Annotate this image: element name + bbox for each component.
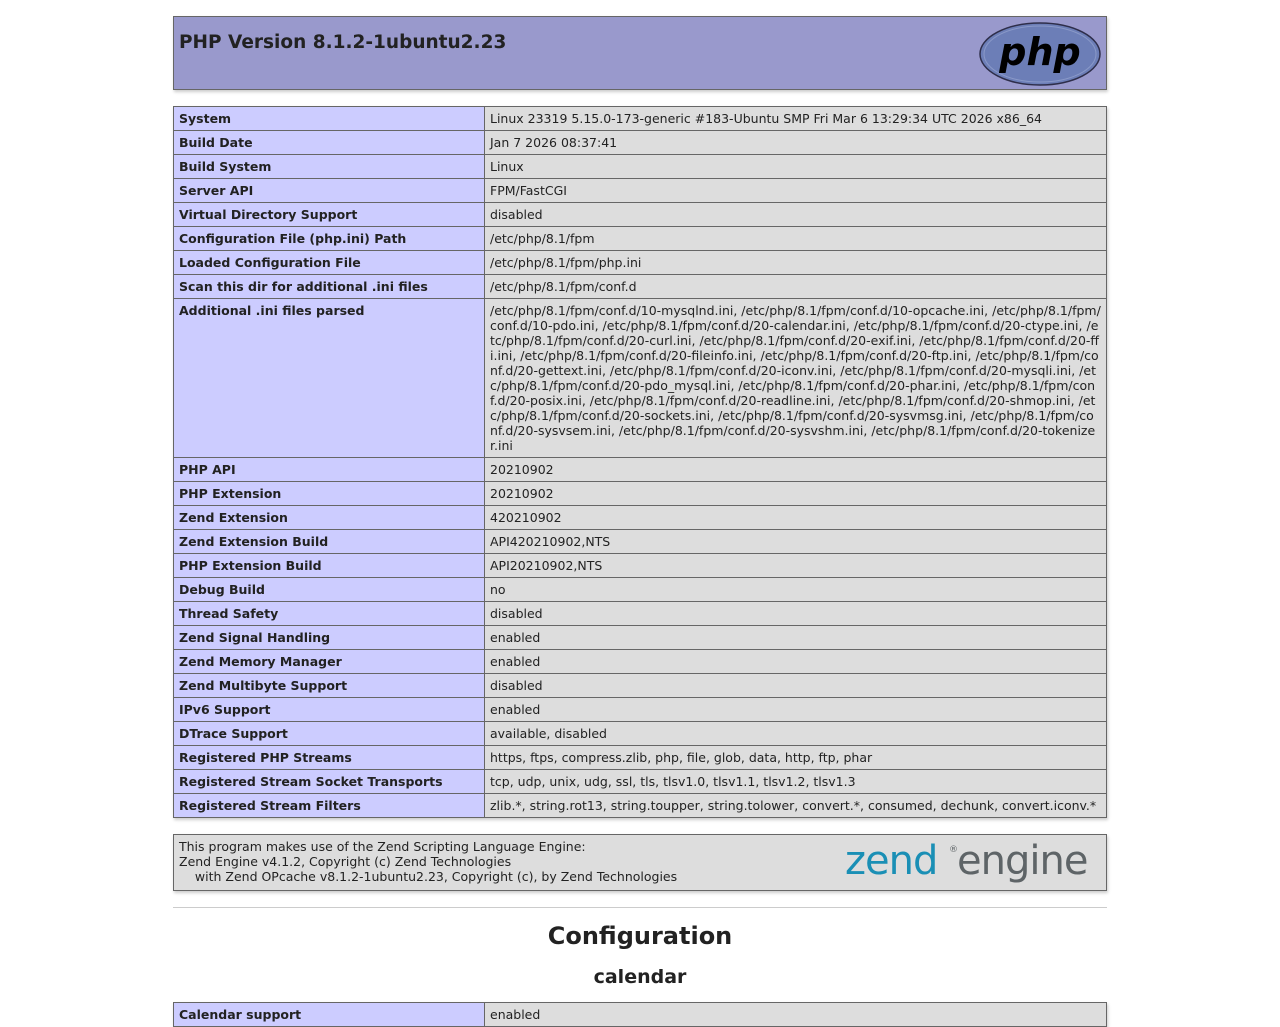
phpinfo-page	[173, 0, 1107, 1027]
info-value: zlib.*, string.rot13, string.toupper, string.tolower, convert.*, consumed, dechunk, convert.iconv.*	[485, 794, 1107, 818]
info-value: 20210902	[485, 482, 1107, 506]
info-row	[174, 674, 1107, 698]
info-row	[174, 482, 1107, 506]
info-key: Calendar support	[174, 1003, 485, 1027]
info-row	[174, 650, 1107, 674]
info-row	[174, 251, 1107, 275]
info-value: Jan 7 2026 08:37:41	[485, 131, 1107, 155]
info-value: enabled	[485, 626, 1107, 650]
info-key: Loaded Configuration File	[174, 251, 485, 275]
info-key: Registered Stream Filters	[174, 794, 485, 818]
engine-logo-text: engine	[957, 838, 1088, 884]
info-row	[174, 203, 1107, 227]
info-row	[174, 107, 1107, 131]
zend-line-2: Zend Engine v4.1.2, Copyright (c) Zend Technologies	[179, 854, 512, 869]
info-key: PHP Extension	[174, 482, 485, 506]
php-logo-text: php	[999, 30, 1081, 74]
info-value: API420210902,NTS	[485, 530, 1107, 554]
info-value: /etc/php/8.1/fpm/php.ini	[485, 251, 1107, 275]
info-value: 20210902	[485, 458, 1107, 482]
info-key: Zend Extension Build	[174, 530, 485, 554]
info-key: Build System	[174, 155, 485, 179]
info-key: Additional .ini files parsed	[174, 299, 485, 458]
info-row	[174, 506, 1107, 530]
info-key: Registered Stream Socket Transports	[174, 770, 485, 794]
info-key: Server API	[174, 179, 485, 203]
info-value: disabled	[485, 203, 1107, 227]
calendar-heading: calendar	[593, 966, 687, 988]
info-value: Linux	[485, 155, 1107, 179]
info-row	[174, 746, 1107, 770]
calendar-table	[173, 1002, 1107, 1027]
page-title: PHP Version 8.1.2-1ubuntu2.23	[179, 32, 507, 53]
info-value: FPM/FastCGI	[485, 179, 1107, 203]
config-row	[174, 1003, 1107, 1027]
info-value: disabled	[485, 602, 1107, 626]
zend-logo-text: zend	[845, 838, 938, 884]
info-value: /etc/php/8.1/fpm	[485, 227, 1107, 251]
zend-engine-box	[173, 834, 1107, 891]
info-value: tcp, udp, unix, udg, ssl, tls, tlsv1.0, tlsv1.1, tlsv1.2, tlsv1.3	[485, 770, 1107, 794]
info-row	[174, 530, 1107, 554]
info-key: Scan this dir for additional .ini files	[174, 275, 485, 299]
zend-engine-logo	[845, 838, 1101, 888]
info-row	[174, 602, 1107, 626]
info-row	[174, 578, 1107, 602]
section-divider	[173, 907, 1107, 908]
system-info-table	[173, 106, 1107, 818]
info-value: 420210902	[485, 506, 1107, 530]
info-row	[174, 275, 1107, 299]
info-row	[174, 227, 1107, 251]
info-value: /etc/php/8.1/fpm/conf.d/10-mysqlnd.ini, /etc/php/8.1/fpm/conf.d/10-opcache.ini, /etc/php/8.1/fpm/conf.d/10-pdo.ini, /etc/php/8.1/fpm/conf.d/20-calendar.ini, /etc/php/8.1/fpm/conf.d/20-ctype.ini, /etc/php/8.1/fpm/conf.d/20-curl.ini, /etc/php/8.1/fpm/conf.d/20-exif.ini, /etc/php/8.1/fpm/conf.d/20-ffi.ini, /etc/php/8.1/fpm/conf.d/20-fileinfo.ini, /etc/php/8.1/fpm/conf.d/20-ftp.ini, /etc/php/8.1/fpm/conf.d/20-gettext.ini, /etc/php/8.1/fpm/conf.d/20-iconv.ini, /etc/php/8.1/fpm/conf.d/20-mysqli.ini, /etc/php/8.1/fpm/conf.d/20-pdo_mysql.ini, /etc/php/8.1/fpm/conf.d/20-phar.ini, /etc/php/8.1/fpm/conf.d/20-posix.ini, /etc/php/8.1/fpm/conf.d/20-readline.ini, /etc/php/8.1/fpm/conf.d/20-shmop.ini, /etc/php/8.1/fpm/conf.d/20-sockets.ini, /etc/php/8.1/fpm/conf.d/20-sysvmsg.ini, /etc/php/8.1/fpm/conf.d/20-sysvsem.ini, /etc/php/8.1/fpm/conf.d/20-sysvshm.ini, /etc/php/8.1/fpm/conf.d/20-tokenizer.ini	[485, 299, 1107, 458]
info-value: available, disabled	[485, 722, 1107, 746]
info-value: API20210902,NTS	[485, 554, 1107, 578]
info-key: PHP Extension Build	[174, 554, 485, 578]
info-key: System	[174, 107, 485, 131]
info-key: Debug Build	[174, 578, 485, 602]
info-row	[174, 155, 1107, 179]
info-value: Linux 23319 5.15.0-173-generic #183-Ubuntu SMP Fri Mar 6 13:29:34 UTC 2026 x86_64	[485, 107, 1107, 131]
version-header	[173, 16, 1107, 90]
info-key: Configuration File (php.ini) Path	[174, 227, 485, 251]
zend-logo-mark: ®	[949, 845, 958, 855]
info-value: https, ftps, compress.zlib, php, file, glob, data, http, ftp, phar	[485, 746, 1107, 770]
info-row	[174, 626, 1107, 650]
info-row	[174, 179, 1107, 203]
info-value: disabled	[485, 674, 1107, 698]
info-key: IPv6 Support	[174, 698, 485, 722]
zend-line-3: with Zend OPcache v8.1.2-1ubuntu2.23, Copyright (c), by Zend Technologies	[179, 869, 678, 884]
info-row	[174, 458, 1107, 482]
info-row	[174, 794, 1107, 818]
info-key: PHP API	[174, 458, 485, 482]
info-key: DTrace Support	[174, 722, 485, 746]
info-value: enabled	[485, 698, 1107, 722]
info-row	[174, 554, 1107, 578]
info-value: /etc/php/8.1/fpm/conf.d	[485, 275, 1107, 299]
info-row	[174, 698, 1107, 722]
info-key: Zend Memory Manager	[174, 650, 485, 674]
info-value: enabled	[485, 1003, 1107, 1027]
info-row	[174, 722, 1107, 746]
configuration-heading: Configuration	[547, 922, 733, 950]
info-key: Registered PHP Streams	[174, 746, 485, 770]
zend-line-1: This program makes use of the Zend Scripting Language Engine:	[179, 839, 586, 854]
php-logo	[978, 21, 1102, 87]
info-value: no	[485, 578, 1107, 602]
info-value: enabled	[485, 650, 1107, 674]
info-key: Zend Multibyte Support	[174, 674, 485, 698]
info-key: Build Date	[174, 131, 485, 155]
info-key: Virtual Directory Support	[174, 203, 485, 227]
info-key: Thread Safety	[174, 602, 485, 626]
info-key: Zend Extension	[174, 506, 485, 530]
info-row	[174, 131, 1107, 155]
info-key: Zend Signal Handling	[174, 626, 485, 650]
info-row	[174, 299, 1107, 458]
info-row	[174, 770, 1107, 794]
